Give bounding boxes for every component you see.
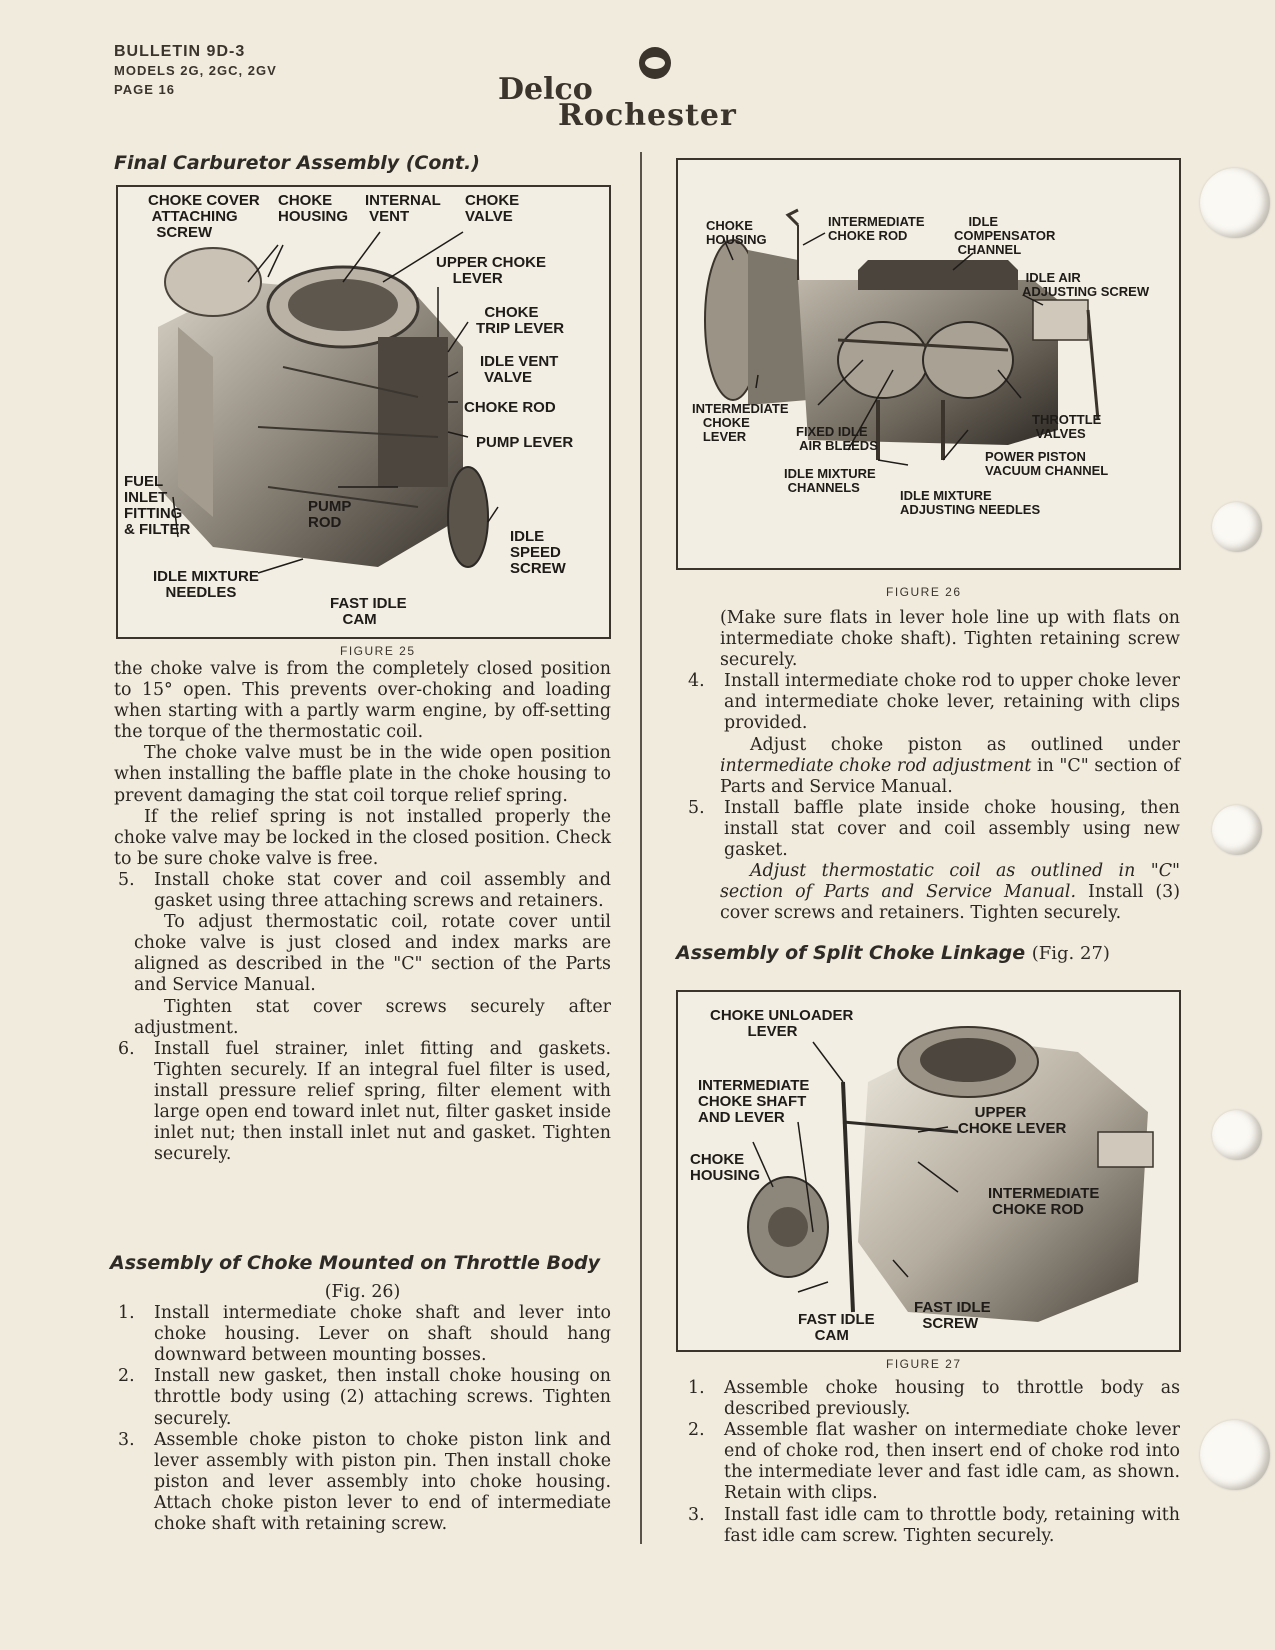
bulletin-header [114, 42, 277, 99]
label-intermediate-choke-rod: INTERMEDIATE CHOKE ROD [828, 214, 925, 243]
figure-26 [676, 158, 1181, 570]
figure-25 [116, 185, 611, 639]
paragraph: (Make sure flats in lever hole line up with flats on intermediate choke shaft). Tighten retaining screw securely. [720, 608, 1180, 671]
label-choke-housing: CHOKE HOUSING [706, 218, 767, 247]
step-item [114, 1039, 611, 1166]
label-fuel-inlet: FUEL INLET FITTING & FILTER [124, 473, 191, 538]
label-choke-housing: CHOKE HOUSING [690, 1151, 761, 1184]
label-fast-idle-cam: FAST IDLE CAM [330, 595, 407, 628]
label-idle-compensator: IDLE COMPENSATOR CHANNEL [954, 214, 1056, 257]
step-text: Install intermediate choke rod to upper choke lever and intermediate choke lever, retaining with clips provided. [724, 671, 1180, 734]
step-number: 2. [688, 1420, 705, 1441]
step-text: Assemble choke piston to choke piston link and lever assembly with piston pin. Then install choke piston and lever assembly into choke housing. Attach choke piston lever to end of intermediate choke shaft with retaining screw. [154, 1429, 611, 1535]
label-choke-housing: CHOKE HOUSING [278, 192, 349, 225]
label-throttle-valves: THROTTLE VALVES [1032, 412, 1102, 441]
label-internal-vent: INTERNAL VENT [365, 192, 441, 225]
section-heading-split-choke [676, 942, 1110, 964]
step-text: Install fast idle cam to throttle body, retaining with fast idle cam screw. Tighten securely. [724, 1504, 1180, 1546]
label-intermediate-shaft: INTERMEDIATE CHOKE SHAFT AND LEVER [698, 1077, 810, 1126]
step-item [684, 1505, 1180, 1547]
label-fast-idle-screw: FAST IDLE SCREW [914, 1299, 991, 1332]
punch-hole [1212, 805, 1262, 855]
label-idle-mixture-needles: IDLE MIXTURE NEEDLES [153, 568, 259, 601]
section-heading-final-assembly: Final Carburetor Assembly (Cont.) [114, 152, 480, 174]
paragraph: the choke valve is from the completely closed position to 15° open. This prevents over-choking and loading when starting with a partly warm engine, by off-setting the torque of the thermostatic coil. [114, 659, 611, 743]
heading-text: Assembly of Split Choke Linkage [676, 942, 1026, 964]
step-number: 5. [688, 797, 705, 818]
label-idle-speed-screw: IDLE SPEED SCREW [510, 528, 566, 577]
step-item [114, 1366, 611, 1429]
heading-figure-ref: (Fig. 27) [1031, 943, 1110, 964]
label-upper-choke-lever: UPPER CHOKE LEVER [436, 254, 547, 287]
step-text: Install intermediate choke shaft and lever into choke housing. Lever on shaft should hang downward between mounting bosses. [154, 1303, 611, 1366]
text-run: Install (3) cover screws and retainers. Tighten securely. [720, 882, 1180, 924]
figure-27-caption: FIGURE 27 [886, 1357, 962, 1371]
step-number: 1. [118, 1303, 135, 1324]
left-steps [114, 1282, 611, 1535]
figure-27 [676, 990, 1181, 1352]
step-item [684, 1420, 1180, 1504]
paragraph: To adjust thermostatic coil, rotate cover until choke valve is just closed and index marks are aligned as described in the "C" section of the Parts and Service Manual. [134, 912, 611, 996]
paragraph [684, 735, 1180, 798]
step-number: 1. [688, 1378, 705, 1398]
logo-line2: Rochester [558, 98, 737, 133]
page-number: PAGE 16 [114, 82, 175, 97]
label-idle-air-screw: IDLE AIR ADJUSTING SCREW [1022, 270, 1150, 299]
label-choke-unloader-lever: CHOKE UNLOADER LEVER [710, 1007, 854, 1040]
label-intermediate-choke-rod: INTERMEDIATE CHOKE ROD [988, 1185, 1100, 1218]
step-text: Assemble choke housing to throttle body as described previously. [724, 1378, 1180, 1420]
heading-figure-ref: (Fig. 26) [324, 1282, 401, 1302]
label-fixed-idle-air-bleeds: FIXED IDLE AIR BLEEDS [796, 424, 878, 453]
left-column-text [114, 659, 611, 1165]
punch-hole [1200, 168, 1270, 238]
step-item [684, 671, 1180, 734]
step-item [114, 1430, 611, 1535]
logo-line1: Delco [498, 72, 593, 107]
label-idle-mixture-channels: IDLE MIXTURE CHANNELS [784, 466, 876, 495]
paragraph [684, 861, 1180, 924]
step-text: Install new gasket, then install choke housing on throttle body using (2) attaching screws. Tighten securely. [154, 1366, 611, 1429]
label-power-piston: POWER PISTON VACUUM CHANNEL [985, 449, 1109, 478]
text-run-italic: intermediate choke rod adjustment [720, 755, 1032, 776]
punch-hole [1212, 502, 1262, 552]
label-choke-valve: CHOKE VALVE [465, 192, 520, 225]
figure-25-caption: FIGURE 25 [340, 644, 416, 658]
step-text: Assemble flat washer on intermediate choke lever end of choke rod, then insert end of choke rod into the intermediate lever and fast idle cam, as shown. Retain with clips. [724, 1420, 1180, 1504]
step-number: 6. [118, 1038, 135, 1059]
text-run: Adjust choke piston as outlined under [750, 734, 1180, 755]
step-text: Install baffle plate inside choke housing, then install stat cover and coil assembly using new gasket. [724, 797, 1180, 861]
label-idle-vent-valve: IDLE VENT VALVE [480, 353, 559, 386]
step-text: Install choke stat cover and coil assembly and gasket using three attaching screws and retainers. [154, 869, 611, 912]
label-idle-mixture-needles: IDLE MIXTURE ADJUSTING NEEDLES [900, 488, 1041, 517]
text-run: in "C" section of Parts and Service Manual. [720, 755, 1181, 797]
paragraph: If the relief spring is not installed properly the choke valve may be locked in the closed position. Check to be sure choke valve is free. [114, 806, 611, 869]
step-number: 3. [118, 1429, 135, 1450]
step-item [114, 870, 611, 912]
label-upper-choke-lever: UPPER CHOKE LEVER [958, 1104, 1067, 1137]
label-fast-idle-cam: FAST IDLE CAM [798, 1311, 875, 1344]
step-number: 4. [688, 671, 705, 692]
label-choke-cover-screw: CHOKE COVER ATTACHING SCREW [148, 192, 260, 241]
text-run-italic: Adjust thermostatic coil as outlined in "C" section of Parts and Service Manual. [720, 861, 1180, 903]
right-column-text [684, 608, 1180, 924]
punch-hole [1212, 1110, 1262, 1160]
label-pump-lever: PUMP LEVER [476, 434, 574, 451]
label-pump-rod: PUMP ROD [308, 498, 352, 531]
label-choke-rod: CHOKE ROD [464, 399, 556, 416]
bulletin-number: BULLETIN 9D-3 [114, 43, 246, 60]
step-item [114, 1303, 611, 1366]
step-number: 2. [118, 1366, 135, 1387]
section-heading-throttle-body: Assembly of Choke Mounted on Throttle Body [110, 1252, 601, 1274]
bulletin-models: MODELS 2G, 2GC, 2GV [114, 63, 277, 78]
step-number: 3. [688, 1504, 705, 1525]
right-steps [684, 1378, 1180, 1547]
column-divider [640, 152, 642, 1544]
label-choke-trip-lever: CHOKE TRIP LEVER [476, 304, 565, 337]
paragraph: The choke valve must be in the wide open position when installing the baffle plate in the choke housing to prevent damaging the stat coil torque relief spring. [114, 743, 611, 806]
step-text: Install fuel strainer, inlet fitting and gaskets. Tighten securely. If an integral fuel filter is used, install pressure relief spring, filter element with large open end toward inlet nut, filter gasket inside inlet nut; then install inlet nut and gasket. Tighten securely. [154, 1038, 611, 1165]
step-number: 5. [118, 869, 135, 890]
paragraph: Tighten stat cover screws securely after adjustment. [134, 996, 611, 1038]
step-item [684, 798, 1180, 861]
punch-hole [1200, 1420, 1270, 1490]
figure-26-caption: FIGURE 26 [886, 585, 962, 599]
step-item [684, 1378, 1180, 1420]
label-intermediate-choke-lever: INTERMEDIATE CHOKE LEVER [692, 401, 789, 444]
